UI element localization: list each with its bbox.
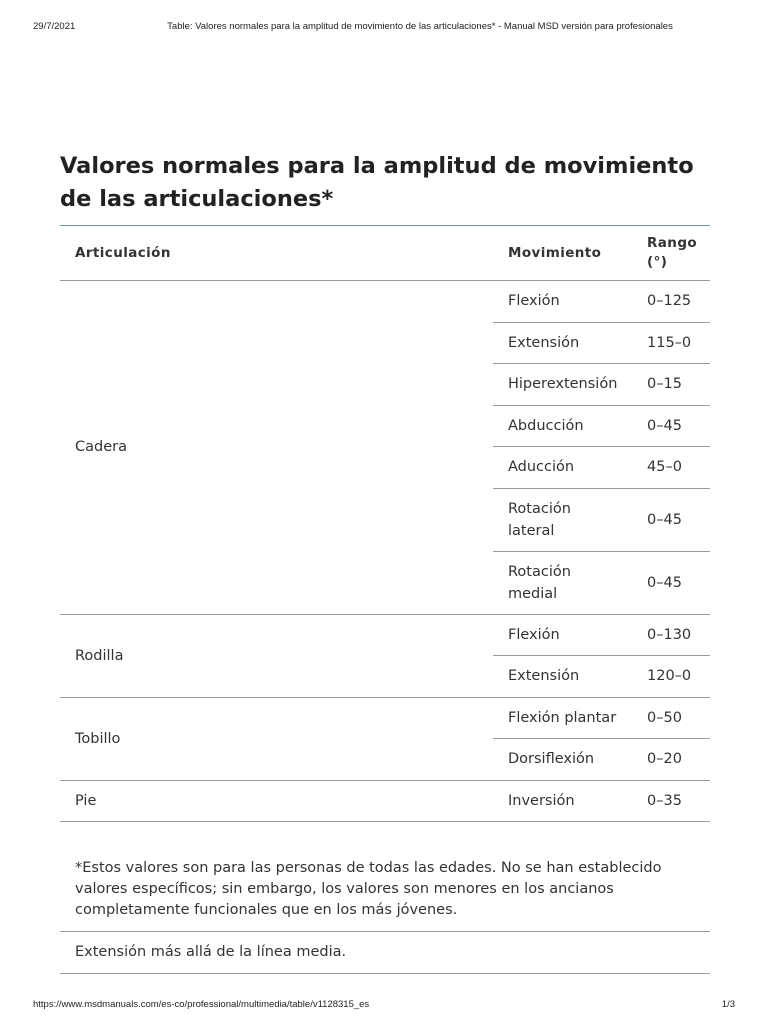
range-cell: 45–0 <box>632 447 710 489</box>
print-footer <box>0 994 768 1024</box>
joint-cell: Rodilla <box>60 614 493 697</box>
movement-cell: Rotación lateral <box>493 488 632 551</box>
movement-cell: Rotación medial <box>493 551 632 614</box>
joint-cell: Pie <box>60 780 493 822</box>
joint-cell: Tobillo <box>60 697 493 780</box>
movement-cell: Hiperextensión <box>493 364 632 406</box>
table-row <box>60 614 710 656</box>
movement-cell: Extensión <box>493 322 632 364</box>
movement-cell: Flexión <box>493 614 632 656</box>
range-cell: 0–45 <box>632 405 710 447</box>
range-cell: 0–130 <box>632 614 710 656</box>
column-header-range: Rango (°) <box>632 226 710 281</box>
range-of-motion-table <box>60 226 710 822</box>
print-header <box>0 0 768 30</box>
range-cell: 0–45 <box>632 488 710 551</box>
range-cell: 0–20 <box>632 739 710 781</box>
print-document-title: Table: Valores normales para la amplitud de movimiento de las articulaciones* - Manual MSD versión para profesionales <box>167 21 673 32</box>
column-header-joint: Articulación <box>60 226 493 281</box>
table-notes <box>60 858 710 974</box>
footnote-extension: Extensión más allá de la línea media. <box>60 932 710 974</box>
movement-cell: Flexión plantar <box>493 697 632 739</box>
table-header-row <box>60 226 710 281</box>
range-cell: 120–0 <box>632 656 710 698</box>
column-header-movement: Movimiento <box>493 226 632 281</box>
range-cell: 0–125 <box>632 281 710 323</box>
movement-cell: Aducción <box>493 447 632 489</box>
print-url: https://www.msdmanuals.com/es-co/professional/multimedia/table/v1128315_es <box>33 999 370 1010</box>
page-number: 1/3 <box>721 999 735 1010</box>
table-row <box>60 697 710 739</box>
footnote-age: *Estos valores son para las personas de todas las edades. No se han establecido valores específicos; sin embargo, los valores son menores en los ancianos completamente funcionales que en los más jóvenes. <box>60 858 710 932</box>
range-cell: 115–0 <box>632 322 710 364</box>
range-cell: 0–45 <box>632 551 710 614</box>
table-title: Valores normales para la amplitud de movimiento de las articulaciones* <box>60 150 710 226</box>
table-row <box>60 281 710 323</box>
movement-cell: Abducción <box>493 405 632 447</box>
range-cell: 0–15 <box>632 364 710 406</box>
movement-cell: Extensión <box>493 656 632 698</box>
movement-cell: Flexión <box>493 281 632 323</box>
joint-cell: Cadera <box>60 281 493 615</box>
range-cell: 0–50 <box>632 697 710 739</box>
movement-cell: Inversión <box>493 780 632 822</box>
print-date: 29/7/2021 <box>33 21 76 32</box>
table-container <box>60 150 710 974</box>
movement-cell: Dorsiflexión <box>493 739 632 781</box>
table-row <box>60 780 710 822</box>
range-cell: 0–35 <box>632 780 710 822</box>
